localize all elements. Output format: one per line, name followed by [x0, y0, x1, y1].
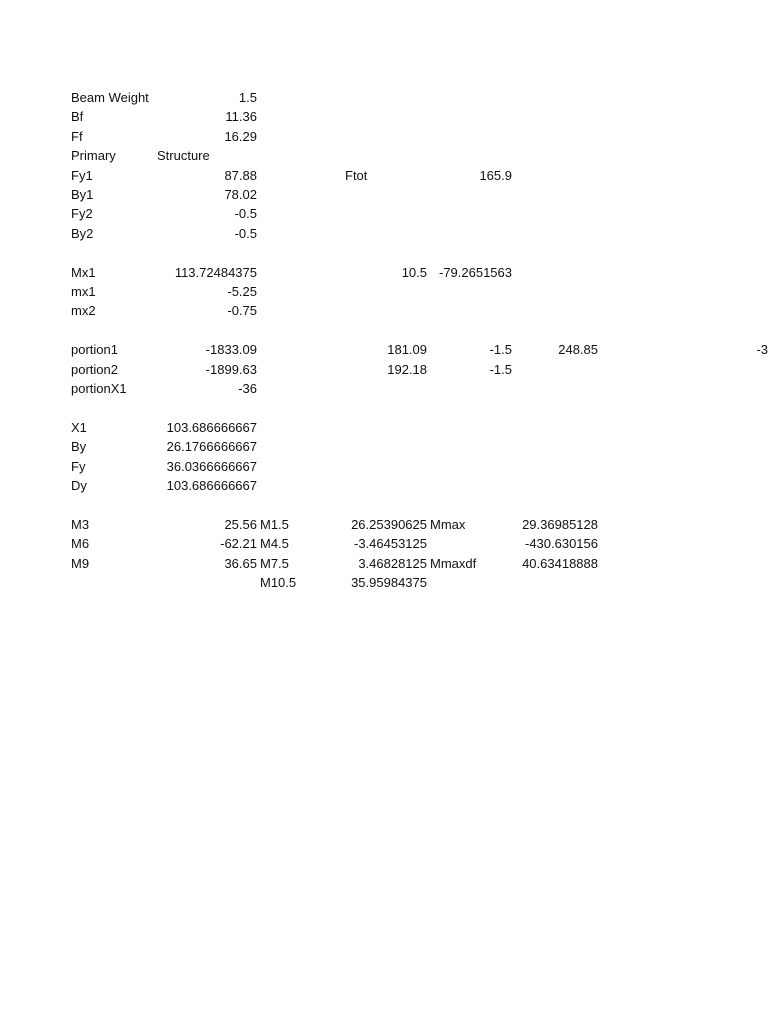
sheet-row	[0, 204, 768, 224]
sheet-cell: 26.25390625	[351, 516, 427, 532]
sheet-cell: 36.65	[224, 555, 257, 571]
sheet-cell: 87.88	[224, 167, 257, 183]
sheet-cell: 29.36985128	[522, 516, 598, 532]
sheet-row	[0, 321, 768, 341]
sheet-row	[0, 263, 768, 283]
sheet-cell: 10.5	[401, 264, 427, 280]
sheet-cell: M4.5	[260, 536, 289, 552]
sheet-cell: 248.85	[558, 342, 598, 358]
sheet-cell: -0.75	[227, 303, 257, 319]
sheet-cell: 192.18	[387, 361, 427, 377]
sheet-cell: 181.09	[387, 342, 427, 358]
sheet-cell: 35.95984375	[351, 575, 427, 590]
sheet-cell: -3.46453125	[353, 536, 427, 552]
sheet-row	[0, 243, 768, 263]
sheet-cell: mx1	[71, 284, 96, 299]
sheet-cell: M6	[71, 536, 90, 552]
sheet-cell: Fy2	[71, 206, 93, 222]
sheet-cell: -430.630156	[524, 536, 598, 552]
sheet-cell: 40.63418888	[522, 555, 598, 571]
sheet-cell: -5.25	[227, 284, 257, 299]
sheet-cell: mx2	[71, 303, 96, 319]
sheet-cell: Ftot	[345, 167, 368, 183]
sheet-row	[0, 127, 768, 147]
sheet-cell: 11.36	[225, 109, 257, 125]
sheet-cell: 16.29	[224, 128, 257, 144]
sheet-cell: M1.5	[260, 516, 289, 532]
sheet-cell: 25.56	[224, 516, 257, 532]
sheet-cell: 165.9	[479, 167, 512, 183]
sheet-cell: Beam Weight	[71, 90, 149, 105]
sheet-row	[0, 437, 768, 457]
sheet-cell: -0.5	[234, 206, 257, 222]
sheet-row	[0, 476, 768, 496]
sheet-cell: Ff	[71, 128, 83, 144]
sheet-cell: Fy1	[71, 167, 93, 183]
sheet-cell: 103.686666667	[166, 419, 257, 435]
sheet-row	[0, 495, 768, 515]
sheet-row	[0, 340, 768, 360]
sheet-cell: Mx1	[71, 264, 96, 280]
sheet-row	[0, 515, 768, 535]
sheet-cell: 103.686666667	[166, 478, 257, 493]
sheet-cell: portion1	[71, 342, 118, 358]
sheet-cell: -62.21	[220, 536, 257, 552]
sheet-row	[0, 282, 768, 302]
sheet-cell: Structure	[157, 148, 210, 164]
sheet-cell: 3.46828125	[358, 555, 427, 571]
sheet-cell: 36.0366666667	[166, 458, 257, 474]
sheet-cell: 113.72484375	[174, 264, 257, 280]
sheet-cell: 1.5	[238, 90, 257, 105]
sheet-cell: 26.1766666667	[166, 439, 257, 455]
sheet-cell: Fy	[71, 458, 86, 474]
sheet-cell: M9	[71, 555, 90, 571]
sheet-row	[0, 301, 768, 321]
sheet-cell: By1	[71, 187, 94, 202]
sheet-row	[0, 379, 768, 399]
sheet-row	[0, 360, 768, 380]
sheet-cell: 78.02	[224, 187, 257, 202]
sheet-cell: -1833.09	[205, 342, 257, 358]
sheet-cell: Bf	[71, 109, 84, 125]
sheet-cell: -1.5	[489, 361, 512, 377]
sheet-row	[0, 146, 768, 166]
sheet-row	[0, 457, 768, 477]
sheet-cell: By	[71, 439, 87, 455]
sheet-row	[0, 398, 768, 418]
sheet-cell: -36	[238, 381, 257, 396]
sheet-row	[0, 224, 768, 244]
sheet-row	[0, 418, 768, 438]
sheet-row	[0, 88, 768, 108]
sheet-cell: -1.5	[489, 342, 512, 358]
sheet-cell: X1	[71, 419, 87, 435]
sheet-cell: Dy	[71, 478, 87, 493]
sheet-row	[0, 166, 768, 186]
sheet-cell: Mmax	[430, 516, 466, 532]
sheet-row	[0, 185, 768, 205]
sheet-cell: -1899.63	[205, 361, 257, 377]
sheet-row	[0, 534, 768, 554]
sheet-row	[0, 573, 768, 593]
sheet-row	[0, 554, 768, 574]
sheet-row	[0, 107, 768, 127]
sheet-cell: -0.5	[234, 225, 257, 241]
sheet-cell: M7.5	[260, 555, 289, 571]
sheet-cell: portion2	[71, 361, 118, 377]
sheet-cell: M10.5	[260, 575, 297, 590]
sheet-cell: Primary	[71, 148, 116, 164]
sheet-cell: -3	[756, 342, 768, 358]
sheet-cell: M3	[71, 516, 90, 532]
sheet-cell: Mmaxdf	[430, 555, 477, 571]
sheet-cell: portionX1	[71, 381, 127, 396]
sheet-cell: -79.2651563	[438, 264, 512, 280]
sheet-cell: By2	[71, 225, 94, 241]
